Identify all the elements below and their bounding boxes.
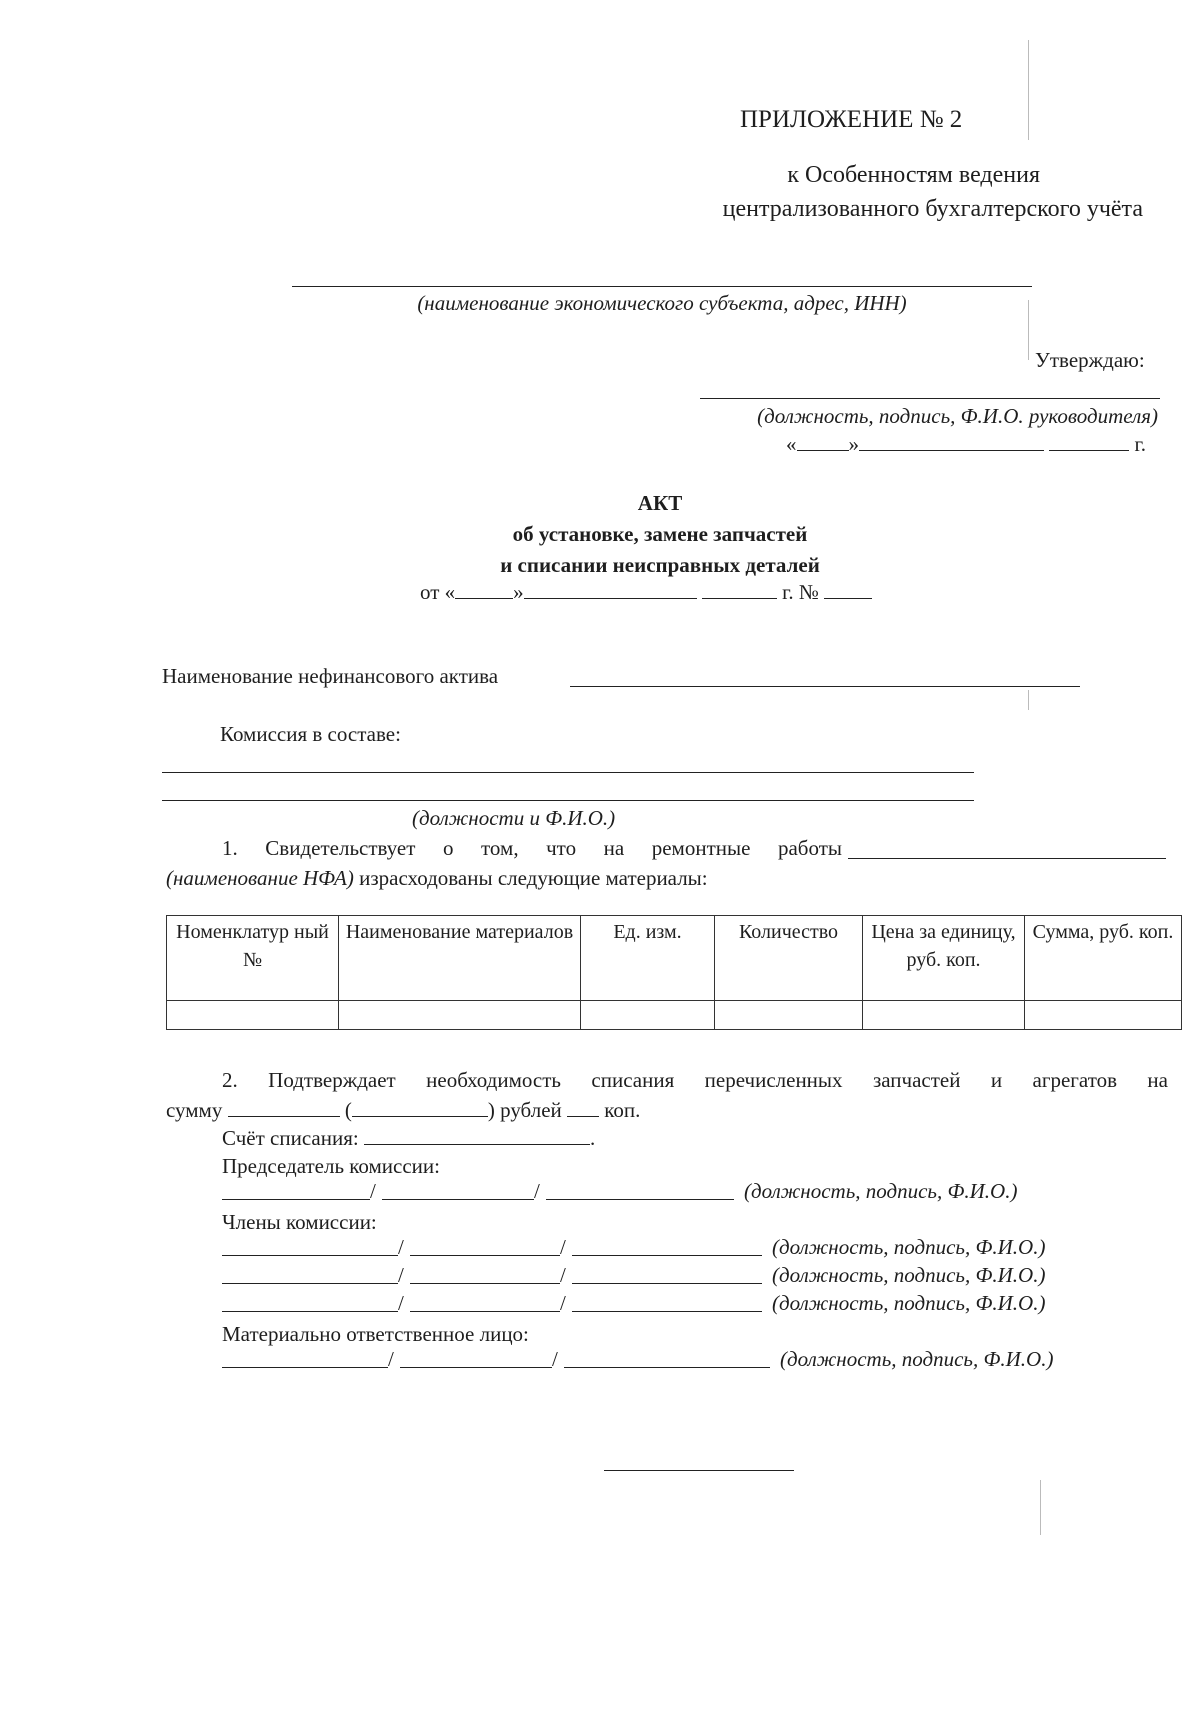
appendix-title: ПРИЛОЖЕНИЕ № 2 (740, 106, 963, 133)
table-cell[interactable] (715, 1001, 863, 1030)
scan-mark (1028, 40, 1029, 140)
fio-field[interactable] (572, 1255, 762, 1256)
col-unit: Ед. изм. (581, 916, 715, 1001)
act-title-line2: об установке, замене запчастей (512, 522, 808, 546)
col-unit-price: Цена за единицу, руб. коп. (863, 916, 1025, 1001)
asset-name-field[interactable] (570, 686, 1080, 687)
act-date-number: от « » г. № (420, 580, 872, 605)
act-title: АКТ (637, 491, 683, 515)
member-signature-row: / / (должность, подпись, Ф.И.О.) (222, 1260, 1122, 1288)
fio-field[interactable] (572, 1283, 762, 1284)
approval-month-field[interactable] (859, 450, 1044, 451)
table-header-row (167, 916, 1182, 1001)
approval-date: « » г. (786, 432, 1146, 456)
commission-line-2[interactable] (162, 800, 974, 801)
act-month-field[interactable] (524, 598, 697, 599)
commission-caption: (должности и Ф.И.О.) (412, 806, 616, 830)
entity-caption: (наименование экономического субъекта, адрес, ИНН) (417, 291, 907, 315)
col-quantity: Количество (715, 916, 863, 1001)
act-year-field[interactable] (702, 598, 777, 599)
table-cell[interactable] (581, 1001, 715, 1030)
approval-signature-line[interactable] (700, 398, 1160, 399)
para1-lead: 1. Свидетельствует о том, что на ремонтные работы (222, 836, 842, 860)
approval-label: Утверждаю: (1035, 348, 1145, 372)
signature-field[interactable] (400, 1367, 552, 1368)
table-row (167, 1001, 1182, 1030)
subtitle-line2: централизованного бухгалтерского учёта (722, 196, 1143, 222)
para2-text: 2. Подтверждает необходимость списания перечисленных запчастей и агрегатов на (222, 1068, 1168, 1092)
kopecks-field[interactable] (567, 1116, 599, 1117)
approval-caption: (должность, подпись, Ф.И.О. руководителя) (757, 404, 1158, 428)
position-field[interactable] (222, 1283, 398, 1284)
chairman-label: Председатель комиссии: (222, 1154, 440, 1178)
approval-day-field[interactable] (797, 450, 849, 451)
member-signature-row: / / (должность, подпись, Ф.И.О.) (222, 1288, 1122, 1316)
fio-field[interactable] (572, 1311, 762, 1312)
act-title-line3: и списании неисправных деталей (500, 553, 820, 577)
commission-label: Комиссия в составе: (220, 722, 401, 746)
commission-line-1[interactable] (162, 772, 974, 773)
subtitle-line1: к Особенностям ведения (787, 162, 1040, 188)
responsible-signature-row: / / (должность, подпись, Ф.И.О.) (222, 1344, 1122, 1372)
para2-sum-line: сумму ( ) рублей коп. (166, 1098, 641, 1122)
responsible-label: Материально ответственное лицо: (222, 1322, 529, 1346)
signature-field[interactable] (410, 1311, 560, 1312)
col-sum: Сумма, руб. коп. (1025, 916, 1182, 1001)
approval-year-field[interactable] (1049, 450, 1129, 451)
sum-digits-field[interactable] (228, 1116, 340, 1117)
member-signature-row: / / (должность, подпись, Ф.И.О.) (222, 1232, 1122, 1260)
table-cell[interactable] (339, 1001, 581, 1030)
table-cell[interactable] (167, 1001, 339, 1030)
repair-works-field[interactable] (848, 858, 1166, 859)
chairman-signature-row: / / (должность, подпись, Ф.И.О.) (222, 1176, 1122, 1204)
materials-table (166, 915, 1182, 1030)
scan-mark (1040, 1480, 1041, 1535)
act-day-field[interactable] (455, 598, 513, 599)
scan-mark (1028, 690, 1029, 710)
table-cell[interactable] (1025, 1001, 1182, 1030)
sum-words-field[interactable] (352, 1116, 488, 1117)
para1-second-line: (наименование НФА) израсходованы следующие материалы: (166, 866, 708, 890)
signature-field[interactable] (410, 1255, 560, 1256)
col-material-name: Наименование материалов (339, 916, 581, 1001)
position-field[interactable] (222, 1311, 398, 1312)
position-field[interactable] (222, 1199, 370, 1200)
asset-label: Наименование нефинансового актива (162, 664, 499, 688)
signature-field[interactable] (382, 1199, 534, 1200)
fio-field[interactable] (564, 1367, 770, 1368)
end-separator (604, 1470, 794, 1471)
position-field[interactable] (222, 1255, 398, 1256)
col-nomenclature: Номенклатур ный № (167, 916, 339, 1001)
position-field[interactable] (222, 1367, 388, 1368)
entity-line[interactable] (292, 286, 1032, 287)
table-cell[interactable] (863, 1001, 1025, 1030)
act-heading (300, 488, 1020, 581)
act-number-field[interactable] (824, 598, 872, 599)
account-field[interactable] (364, 1144, 590, 1145)
signature-field[interactable] (410, 1283, 560, 1284)
members-label: Члены комиссии: (222, 1210, 377, 1234)
account-line: Счёт списания: . (222, 1126, 596, 1150)
fio-field[interactable] (546, 1199, 734, 1200)
